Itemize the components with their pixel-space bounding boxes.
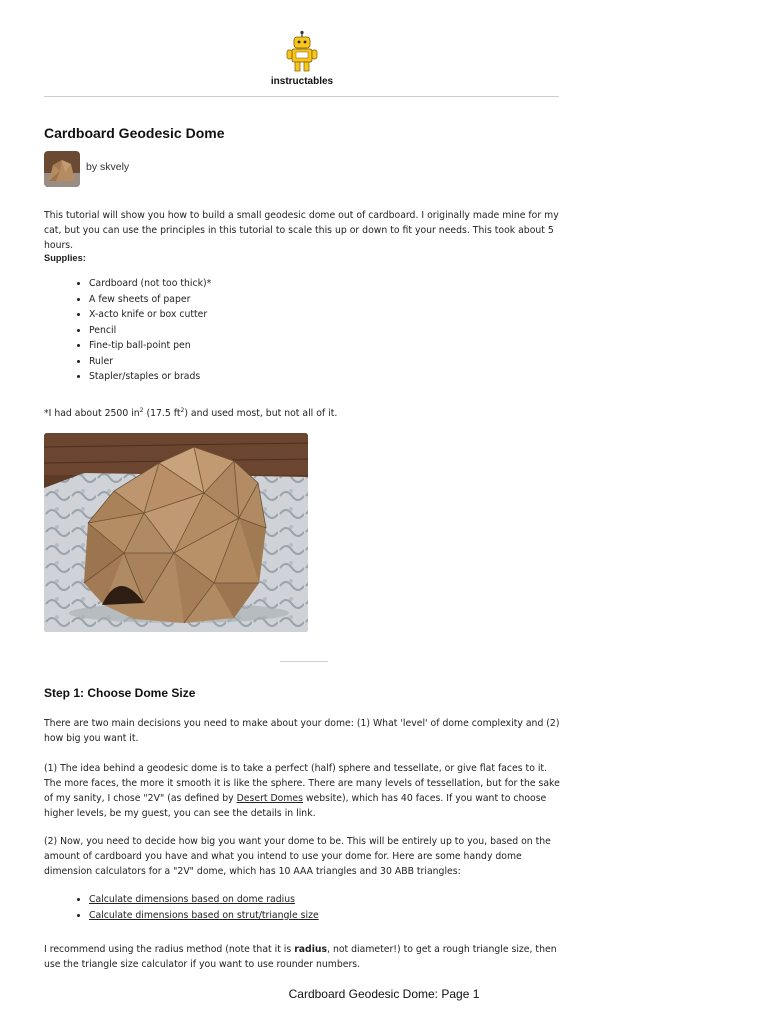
step-paragraph: There are two main decisions you need to make about your dome: (1) What 'level' of dome complexity and (2) how big you want it. — [44, 718, 560, 744]
radius-calculator-link[interactable]: Calculate dimensions based on dome radius — [89, 894, 295, 905]
logo-text[interactable]: instructables — [270, 76, 334, 87]
article-title: Cardboard Geodesic Dome — [44, 125, 225, 141]
site-header — [0, 30, 604, 87]
step-paragraph: (1) The idea behind a geodesic dome is to take a perfect (half) sphere and tessellate, or give flat faces to it. The more faces, the more it smooth it is like the sphere. There are many levels of tessellation, but for the sake of my sanity, I chose "2V" (as defined by Desert Domes website), which has 40 faces. If you want to choose higher levels, be my guest, you can see the details in link. — [44, 763, 560, 819]
desert-domes-link[interactable]: Desert Domes — [236, 793, 303, 804]
dome-photo[interactable] — [44, 433, 308, 632]
supplies-heading: Supplies: — [44, 253, 86, 263]
list-item: • A few sheets of paper — [89, 292, 211, 308]
list-item — [89, 908, 319, 924]
calculator-links-list — [74, 892, 319, 923]
header-divider — [44, 96, 559, 97]
cardboard-note: *I had about 2500 $in^2$ (17.5 $ft^2$) and used most, but not all of it. — [44, 407, 338, 420]
section-divider — [280, 661, 328, 662]
list-item: • Fine-tip ball-point pen — [89, 338, 211, 354]
supplies-list — [74, 276, 211, 385]
list-item: • Ruler — [89, 354, 211, 370]
list-item: • Cardboard (not too thick)* — [89, 276, 211, 292]
author-avatar[interactable] — [44, 151, 80, 187]
intro-paragraph: This tutorial will show you how to build a small geodesic dome out of cardboard. I originally made mine for my cat, but you can use the principles in this tutorial to scale this up or down to fit your needs. This took about 5 hours. — [44, 210, 559, 251]
step-paragraph: (2) Now, you need to decide how big you want your dome to be. This will be entirely up to you, based on the amount of cardboard you have and what you intend to use your dome for. Here are some handy dome dimension calculators for a "2V" dome, which has 10 AAA triangles and 30 ABB triangles: — [44, 836, 551, 877]
strut-calculator-link[interactable]: Calculate dimensions based on strut/triangle size — [89, 909, 319, 921]
page-footer: Cardboard Geodesic Dome: Page 1 — [288, 987, 480, 1001]
step-paragraph: I recommend using the radius method (note that it is radius, not diameter!) to get a rough triangle size, then use the triangle size calculator if you want to use rounder numbers. — [44, 944, 557, 970]
list-item: • Stapler/staples or brads — [89, 369, 211, 385]
list-item: • Pencil — [89, 323, 211, 339]
list-item — [89, 892, 319, 908]
list-item: • X-acto knife or box cutter — [89, 307, 211, 323]
step-title: Step 1: Choose Dome Size — [44, 686, 196, 700]
author-name[interactable]: by skvely — [86, 161, 130, 173]
author-block — [44, 151, 129, 187]
instructables-robot-logo — [285, 30, 319, 74]
